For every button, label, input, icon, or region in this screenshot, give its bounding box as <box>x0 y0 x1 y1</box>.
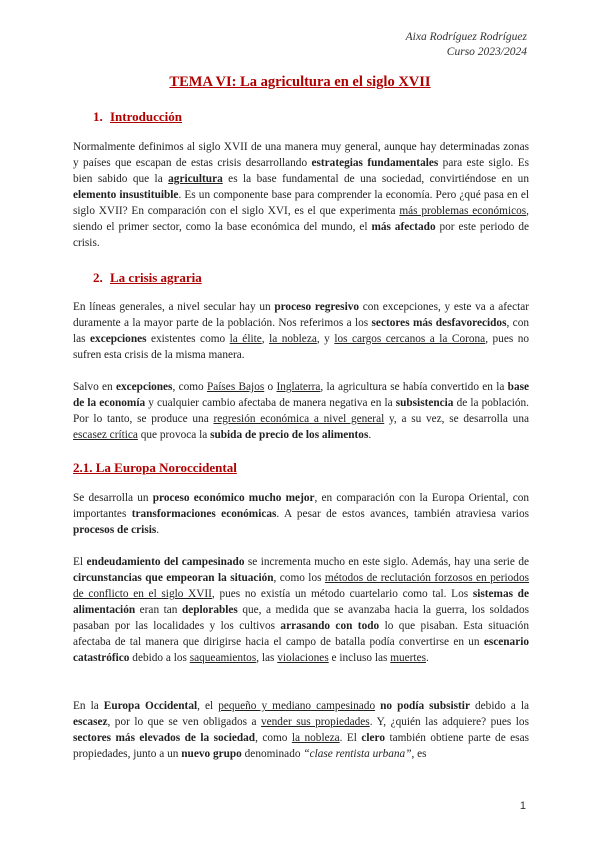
bold-run: circunstancias que empeoran la situación <box>73 572 274 584</box>
text-run: , pues no existía un método cuartelario como tal. Los <box>211 588 473 600</box>
bold-run: Europa Occidental <box>103 700 198 712</box>
paragraph-proceso-economico <box>73 490 529 538</box>
bold-run: escasez <box>73 716 108 728</box>
text-run: , pues no sufren esta crisis de la misma manera. <box>73 333 530 361</box>
bold-run: sistemas de alimentación <box>73 588 529 616</box>
underline-run: escasez crítica <box>73 429 138 441</box>
underline-run: regresión económica a nivel general <box>213 413 385 425</box>
bold-run: transformaciones económicas <box>131 508 277 520</box>
paragraph-endeudamiento <box>73 554 529 666</box>
bold-run: elemento insustituible <box>73 189 179 201</box>
text-run: En líneas generales, a nivel secular hay un <box>73 301 275 313</box>
text-run: de la población. Por lo tanto, se produce una <box>73 397 529 425</box>
underline-run: los cargos cercanos a la Corona <box>334 333 486 345</box>
text-run: existentes como <box>146 333 230 345</box>
bold-underline-run: agricultura <box>168 173 223 185</box>
text-run: , y <box>316 333 335 345</box>
text-run: . <box>368 429 372 441</box>
italic-run: “clase rentista urbana” <box>303 748 412 760</box>
bold-run: subsistencia <box>395 397 454 409</box>
text-run: también obtiene parte de esas propiedades, junto a un <box>73 732 529 760</box>
underline-run: pequeño y mediano campesinado <box>218 700 376 712</box>
author-header <box>406 30 527 60</box>
underline-run: Países Bajos <box>206 381 265 393</box>
text-run: Se desarrolla un <box>73 492 153 504</box>
text-run: denominado <box>241 748 304 760</box>
section-number: 1. <box>93 109 103 124</box>
text-run: se incrementa mucho en este siglo. Además, hay una serie de <box>244 556 529 568</box>
text-run: , siendo el primer sector, como la base económica del mundo, el <box>73 205 529 233</box>
underline-run: la nobleza <box>269 333 317 345</box>
text-run: por este periodo de crisis. <box>73 221 529 249</box>
underline-run: saqueamientos <box>189 652 257 664</box>
text-run: . <box>156 524 160 536</box>
section-heading-crisis-agraria <box>93 270 202 286</box>
section-heading-introduccion <box>93 109 182 125</box>
text-run: , el <box>197 700 219 712</box>
bold-run: más afectado <box>371 221 436 233</box>
underline-run: Inglaterra <box>276 381 321 393</box>
bold-run: proceso económico mucho mejor <box>152 492 315 504</box>
bold-run: sectores más desfavorecidos <box>371 317 507 329</box>
bold-run: escenario catastrófico <box>73 636 529 664</box>
text-run: , como <box>255 732 292 744</box>
text-run: y cualquier cambio afectaba de manera negativa en la <box>145 397 396 409</box>
bold-run: sectores más elevados de la sociedad <box>73 732 256 744</box>
text-run: que provoca la <box>137 429 211 441</box>
bold-run: excepciones <box>90 333 147 345</box>
author-name: Aixa Rodríguez Rodríguez <box>405 31 527 43</box>
text-run: . Es un componente base para comprender la economía. Pero ¿qué pasa en el siglo XVII? En comparación con el siglo XVI, es el que experimenta <box>73 189 529 217</box>
text-run: En la <box>73 700 104 712</box>
text-run: y, a su vez, se desarrolla una <box>384 413 529 425</box>
text-run: , como <box>172 381 207 393</box>
text-run: es la base fundamental de una sociedad, convirtiéndose en un <box>222 173 529 185</box>
text-run: . A pesar de estos avances, también atraviesa varios <box>276 508 529 520</box>
text-run: . El <box>339 732 362 744</box>
text-run: debido a los <box>129 652 190 664</box>
bold-run: endeudamiento del campesinado <box>86 556 245 568</box>
paragraph-europa-occidental <box>73 698 529 762</box>
bold-run: procesos de crisis <box>73 524 157 536</box>
text-run: , como los <box>273 572 325 584</box>
text-run: , por lo que se ven obligados a <box>107 716 261 728</box>
underline-run: violaciones <box>277 652 329 664</box>
text-run: , en comparación con la Europa Oriental, con importantes <box>73 492 530 520</box>
bold-run: subida de precio de los alimentos <box>210 429 369 441</box>
text-run: Normalmente definimos al siglo XVII de una manera muy general, aunque hay determinadas zonas y países que escapan de estas crisis desarrollando <box>73 141 529 169</box>
underline-run: la élite <box>229 333 262 345</box>
bold-run: arrasando con todo <box>280 620 380 632</box>
bold-run: estrategias fundamentales <box>311 157 439 169</box>
text-run: , <box>261 333 270 345</box>
section-number: 2. <box>93 270 103 285</box>
underline-run: vender sus propiedades <box>260 716 370 728</box>
underline-run: muertes <box>390 652 426 664</box>
text-run: , las <box>256 652 278 664</box>
underline-run: la nobleza <box>291 732 340 744</box>
bold-run: clero <box>361 732 386 744</box>
paragraph-crisis-general <box>73 299 529 363</box>
paragraph-introduccion <box>73 139 529 251</box>
bold-run: base de la economía <box>73 381 530 409</box>
text-run: . Y, ¿quién las adquiere? pues los <box>369 716 529 728</box>
text-run: , es <box>411 748 427 760</box>
text-run: El <box>73 556 87 568</box>
section-title: La crisis agraria <box>110 270 202 285</box>
document-title: TEMA VI: La agricultura en el siglo XVII <box>169 74 431 90</box>
underline-run: más problemas económicos <box>399 205 527 217</box>
text-run: lo que pisaban. Esta situación afectaba de tal manera que dirigirse hacia el campo de batalla podía convertirse en un <box>73 620 529 648</box>
text-run: debido a la <box>469 700 529 712</box>
bold-run: deplorables <box>181 604 238 616</box>
text-run: que, a medida que se avanzaba hacia la guerra, los soldados pasaban por las localidades y los cultivos <box>73 604 529 632</box>
text-run: o <box>264 381 277 393</box>
page-number: 1 <box>519 800 526 812</box>
subsection-heading-europa-noroccidental: 2.1. La Europa Noroccidental <box>73 460 237 475</box>
text-run: con excepciones, y este va a afectar duramente a la mayor parte de la población. Nos referimos a los <box>73 301 529 329</box>
paragraph-excepciones <box>73 379 529 443</box>
underline-run: métodos de reclutación forzosos en periodos de conflicto en el siglo XVII <box>73 572 530 600</box>
text-run: . <box>425 652 429 664</box>
course-year: Curso 2023/2024 <box>446 46 527 58</box>
bold-run: proceso regresivo <box>274 301 360 313</box>
text-run: , con las <box>73 317 529 345</box>
bold-run: no podía subsistir <box>380 700 470 712</box>
text-run: , la agricultura se había convertido en la <box>320 381 508 393</box>
text-run: eran tan <box>135 604 182 616</box>
section-title: Introducción <box>110 109 182 124</box>
text-run: Salvo en <box>73 381 116 393</box>
bold-run: nuevo grupo <box>181 748 242 760</box>
text-run: e incluso las <box>328 652 391 664</box>
bold-run: excepciones <box>115 381 173 393</box>
text-run: para este siglo. Es bien sabido que la <box>73 157 529 185</box>
